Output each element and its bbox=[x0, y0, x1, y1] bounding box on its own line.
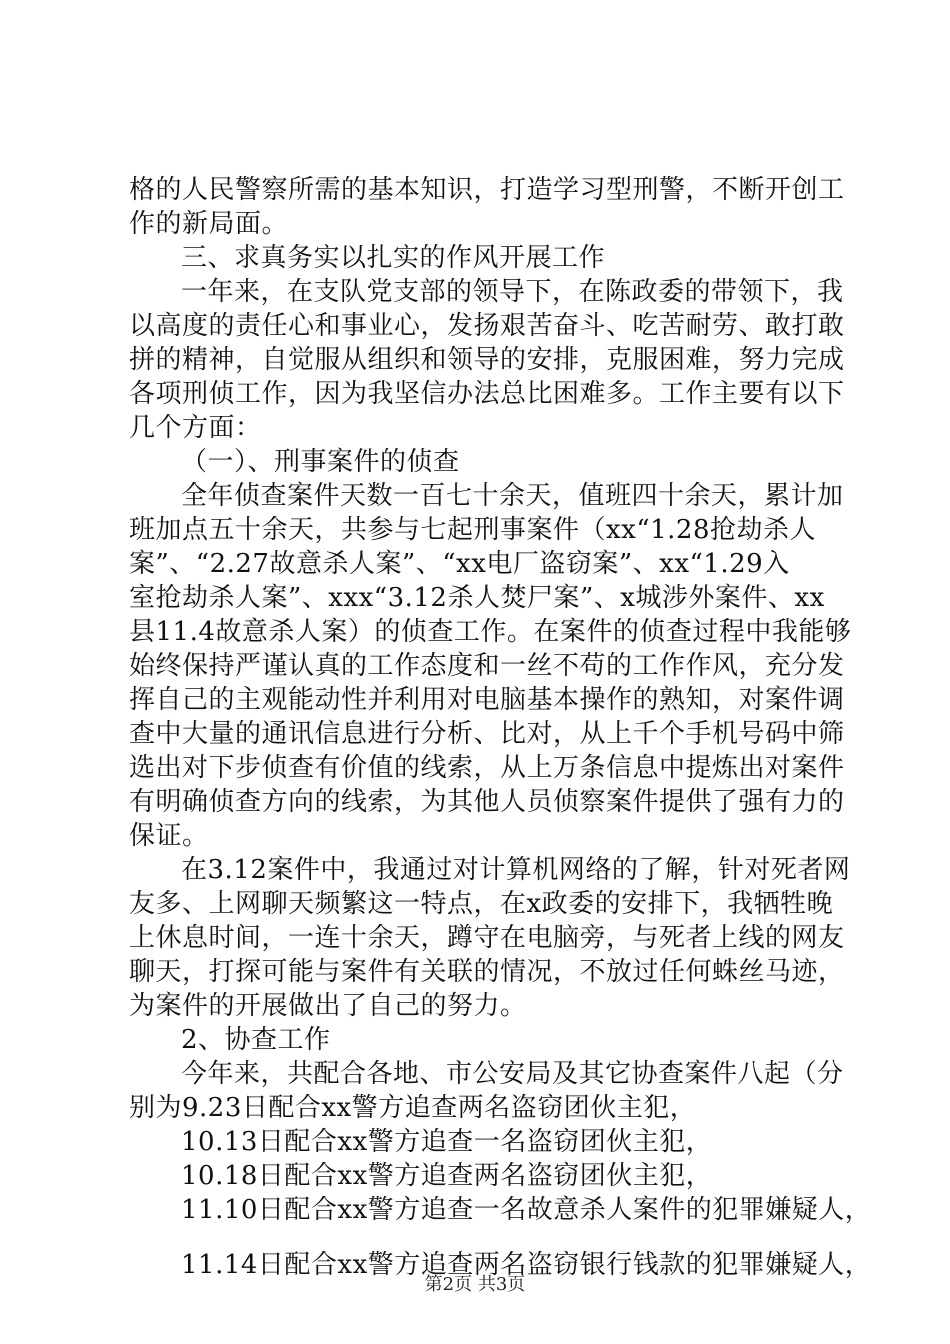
text-line: 保证。 bbox=[129, 821, 209, 851]
text-line: 县11.4故意杀人案）的侦查工作。在案件的侦查过程中我能够 bbox=[129, 617, 852, 647]
text-line: 选出对下步侦查有价值的线索，从上万条信息中提炼出对案件 bbox=[129, 753, 845, 783]
text-line: 上休息时间，一连十余天，蹲守在电脑旁，与死者上线的网友 bbox=[129, 923, 845, 953]
text-line: 11.14日配合xx警方追查两名盗窃银行钱款的犯罪嫌疑人， bbox=[181, 1250, 872, 1280]
text-line: 挥自己的主观能动性并利用对电脑基本操作的熟知，对案件调 bbox=[129, 685, 845, 715]
text-line: 在3.12案件中，我通过对计算机网络的了解，针对死者网 bbox=[181, 855, 851, 885]
text-line: 11.10日配合xx警方追查一名故意杀人案件的犯罪嫌疑人， bbox=[181, 1195, 872, 1225]
text-line: 一年来，在支队党支部的领导下，在陈政委的带领下，我 bbox=[181, 277, 844, 307]
page-footer: 第2页 共3页 bbox=[424, 1274, 526, 1295]
text-line: 别为9.23日配合xx警方追查两名盗窃团伙主犯， bbox=[129, 1093, 697, 1123]
subsection-heading: （一）、刑事案件的侦查 bbox=[181, 447, 460, 477]
text-line: 查中大量的通讯信息进行分析、比对，从上千个手机号码中筛 bbox=[129, 719, 845, 749]
text-line: 10.18日配合xx警方追查两名盗窃团伙主犯， bbox=[181, 1161, 713, 1191]
text-line: 格的人民警察所需的基本知识，打造学习型刑警，不断开创工 bbox=[129, 175, 845, 205]
text-line: 各项刑侦工作，因为我坚信办法总比困难多。工作主要有以下 bbox=[129, 379, 845, 409]
text-line: 以高度的责任心和事业心，发扬艰苦奋斗、吃苦耐劳、敢打敢 bbox=[129, 311, 845, 341]
section-heading: 三、求真务实以扎实的作风开展工作 bbox=[181, 243, 606, 273]
text-line: 拼的精神，自觉服从组织和领导的安排，克服困难，努力完成 bbox=[129, 345, 845, 375]
text-line: 全年侦查案件天数一百七十余天，值班四十余天，累计加 bbox=[181, 481, 844, 511]
text-line: 始终保持严谨认真的工作态度和一丝不苟的工作作风，充分发 bbox=[129, 651, 845, 681]
text-line: 班加点五十余天，共参与七起刑事案件（xx“1.28抢劫杀人 bbox=[129, 515, 817, 545]
text-line: 今年来，共配合各地、市公安局及其它协查案件八起（分 bbox=[181, 1059, 844, 1089]
text-line: 为案件的开展做出了自己的努力。 bbox=[129, 991, 527, 1021]
subsection-heading: 2、协查工作 bbox=[181, 1025, 331, 1055]
text-line: 友多、上网聊天频繁这一特点，在x政委的安排下，我牺牲晚 bbox=[129, 889, 834, 919]
text-line: 几个方面： bbox=[129, 413, 262, 443]
text-line: 案”、“2.27故意杀人案”、“xx电厂盗窃案”、xx“1.29入 bbox=[129, 549, 790, 579]
text-line: 作的新局面。 bbox=[129, 209, 289, 239]
text-line: 聊天，打探可能与案件有关联的情况，不放过任何蛛丝马迹， bbox=[129, 957, 845, 987]
text-line: 10.13日配合xx警方追查一名盗窃团伙主犯， bbox=[181, 1127, 713, 1157]
text-line: 室抢劫杀人案”、xxx“3.12杀人焚尸案”、x城涉外案件、xx bbox=[129, 583, 825, 613]
text-line: 有明确侦查方向的线索，为其他人员侦察案件提供了强有力的 bbox=[129, 787, 845, 817]
